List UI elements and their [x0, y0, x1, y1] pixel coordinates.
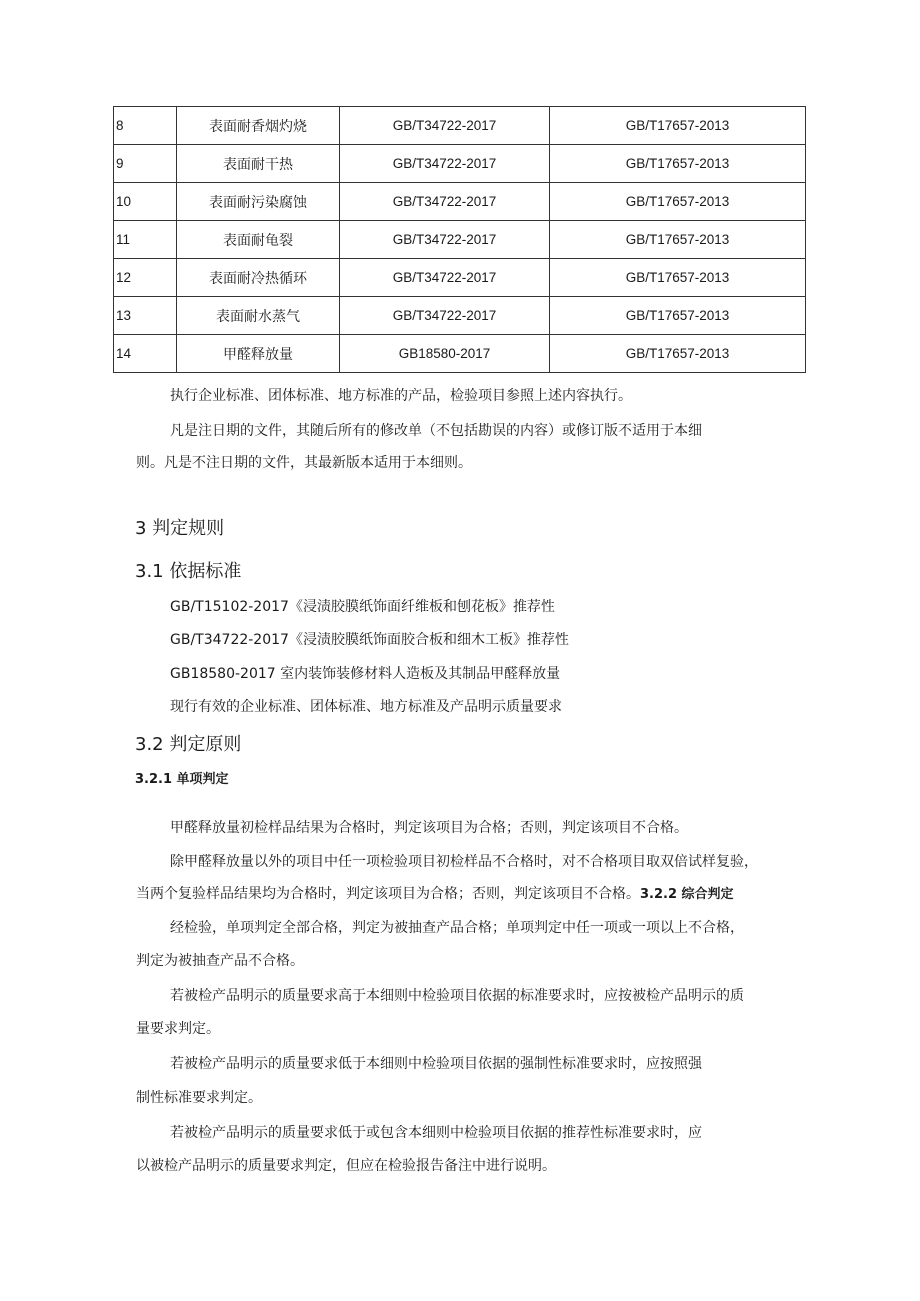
paragraph-overall-line2: 判定为被抽查产品不合格。: [136, 953, 304, 969]
method-standard: GB/T34722-2017: [340, 183, 550, 221]
section-3-2-heading: 3.2 判定原则: [135, 734, 242, 755]
judgement-standard: GB/T17657-2013: [550, 183, 806, 221]
method-standard: GB/T34722-2017: [340, 297, 550, 335]
section-3-2-1-heading: 3.2.1 单项判定: [135, 772, 229, 787]
table-row: [114, 297, 806, 335]
method-standard: GB/T34722-2017: [340, 107, 550, 145]
paragraph-higher-req-line1: 若被检产品明示的质量要求高于本细则中检验项目依据的标准要求时，应按被检产品明示的质: [170, 988, 744, 1004]
method-standard: GB/T34722-2017: [340, 221, 550, 259]
table-row: [114, 335, 806, 373]
method-standard: GB18580-2017: [340, 335, 550, 373]
method-standard: GB/T34722-2017: [340, 259, 550, 297]
test-item: 表面耐污染腐蚀: [177, 183, 340, 221]
section-3-1-heading: 3.1 依据标准: [135, 561, 242, 582]
judgement-standard: GB/T17657-2013: [550, 335, 806, 373]
paragraph-mandatory-line2: 制性标准要求判定。: [136, 1090, 262, 1106]
test-item: 表面耐香烟灼烧: [177, 107, 340, 145]
row-number: 13: [114, 297, 177, 335]
row-number: 10: [114, 183, 177, 221]
paragraph-retest-line1: 除甲醛释放量以外的项目中任一项检验项目初检样品不合格时，对不合格项目取双倍试样复验，: [170, 854, 758, 870]
row-number: 11: [114, 221, 177, 259]
test-item: 表面耐干热: [177, 145, 340, 183]
judgement-standard: GB/T17657-2013: [550, 297, 806, 335]
inspection-items-table: [113, 106, 806, 373]
judgement-standard: GB/T17657-2013: [550, 259, 806, 297]
standard-item: 现行有效的企业标准、团体标准、地方标准及产品明示质量要求: [170, 699, 562, 715]
paragraph-overall-line1: 经检验，单项判定全部合格，判定为被抽查产品合格；单项判定中任一项或一项以上不合格，: [170, 920, 744, 936]
table-row: [114, 259, 806, 297]
row-number: 9: [114, 145, 177, 183]
judgement-standard: GB/T17657-2013: [550, 221, 806, 259]
row-number: 14: [114, 335, 177, 373]
paragraph-dated-docs-line1: 凡是注日期的文件，其随后所有的修改单（不包括勘误的内容）或修订版不适用于本细: [170, 423, 702, 439]
test-item: 表面耐冷热循环: [177, 259, 340, 297]
test-item: 表面耐龟裂: [177, 221, 340, 259]
retest-text: 当两个复验样品结果均为合格时，判定该项目为合格；否则，判定该项目不合格。: [136, 886, 640, 902]
paragraph-formaldehyde-judgement: 甲醛释放量初检样品结果为合格时，判定该项目为合格；否则，判定该项目不合格。: [170, 820, 688, 836]
standard-item: GB18580-2017 室内装饰装修材料人造板及其制品甲醛释放量: [170, 666, 561, 682]
table-row: [114, 107, 806, 145]
paragraph-mandatory-line1: 若被检产品明示的质量要求低于本细则中检验项目依据的强制性标准要求时，应按照强: [170, 1056, 702, 1072]
table-row: [114, 221, 806, 259]
paragraph-recommended-line1: 若被检产品明示的质量要求低于或包含本细则中检验项目依据的推荐性标准要求时，应: [170, 1125, 702, 1141]
paragraph-retest-line2: [136, 884, 734, 905]
judgement-standard: GB/T17657-2013: [550, 107, 806, 145]
section-3-heading: 3 判定规则: [135, 518, 225, 539]
paragraph-dated-docs-line2: 则。凡是不注日期的文件，其最新版本适用于本细则。: [136, 455, 472, 471]
test-item: 表面耐水蒸气: [177, 297, 340, 335]
row-number: 12: [114, 259, 177, 297]
paragraph-recommended-line2: 以被检产品明示的质量要求判定，但应在检验报告备注中进行说明。: [136, 1158, 556, 1174]
paragraph-enterprise-standard: 执行企业标准、团体标准、地方标准的产品，检验项目参照上述内容执行。: [170, 388, 632, 404]
method-standard: GB/T34722-2017: [340, 145, 550, 183]
section-3-2-2-heading: 3.2.2 综合判定: [640, 887, 734, 902]
standard-item: GB/T15102-2017《浸渍胶膜纸饰面纤维板和刨花板》推荐性: [170, 599, 555, 615]
judgement-standard: GB/T17657-2013: [550, 145, 806, 183]
table-row: [114, 183, 806, 221]
row-number: 8: [114, 107, 177, 145]
standard-item: GB/T34722-2017《浸渍胶膜纸饰面胶合板和细木工板》推荐性: [170, 632, 569, 648]
test-item: 甲醛释放量: [177, 335, 340, 373]
table-row: [114, 145, 806, 183]
paragraph-higher-req-line2: 量要求判定。: [136, 1021, 220, 1037]
